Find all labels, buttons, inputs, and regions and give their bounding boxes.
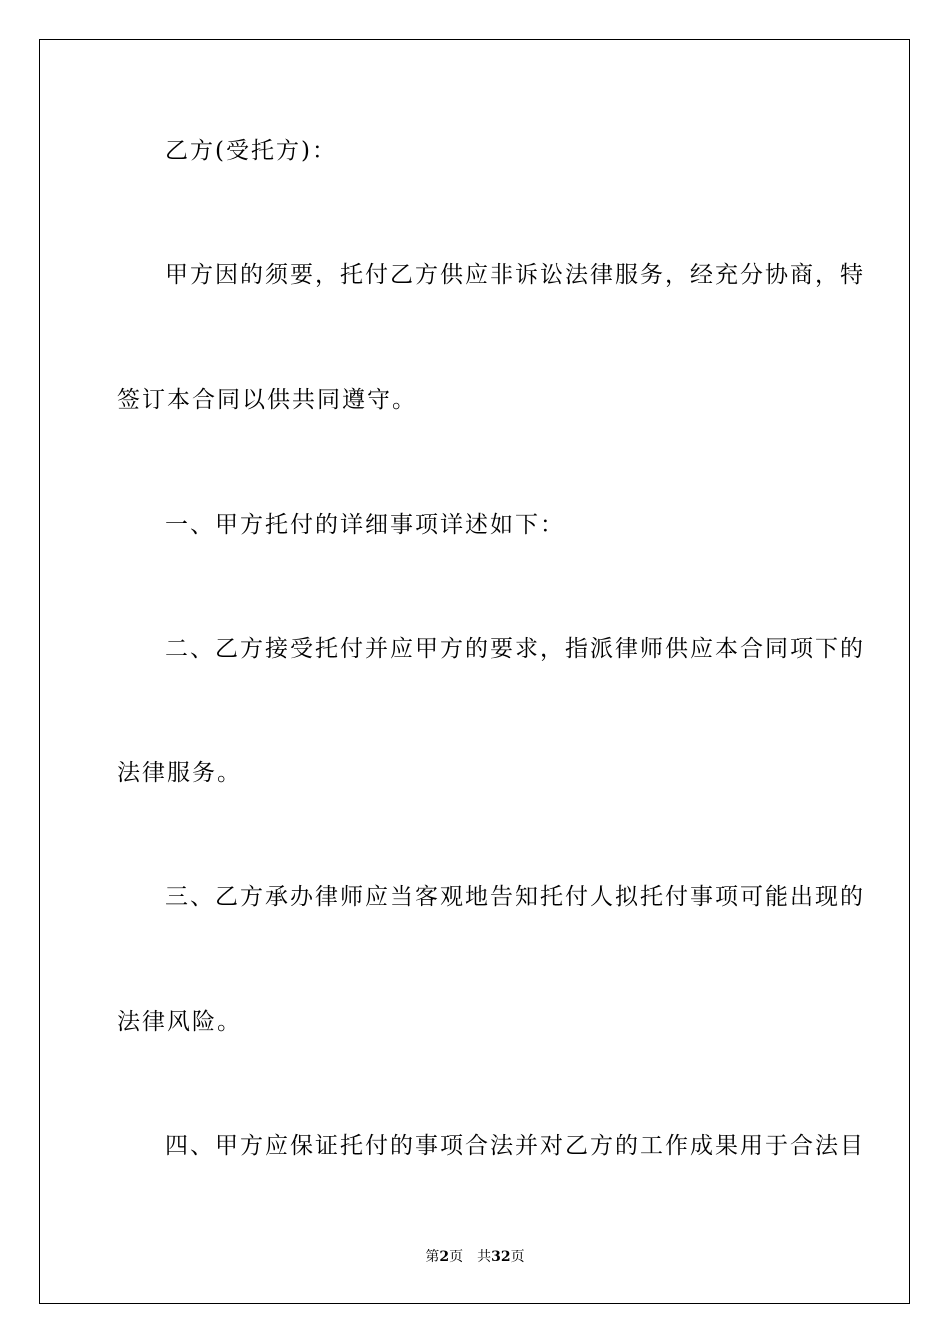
clause-3-line-2: 法律风险。 [117,1009,242,1035]
page-number: 2 [439,1249,450,1265]
clause-3-line-1: 三、乙方承办律师应当客观地告知托付人拟托付事项可能出现的 [165,884,865,910]
clause-1-line-1: 一、甲方托付的详细事项详述如下： [165,512,565,538]
total-pages: 32 [491,1249,511,1265]
paragraph-intro-line-2: 签订本合同以供共同遵守。 [117,387,417,413]
page-footer [0,1248,950,1266]
clause-4-line-1: 四、甲方应保证托付的事项合法并对乙方的工作成果用于合法目 [165,1133,865,1159]
paragraph-intro-line-1: 甲方因的须要，托付乙方供应非诉讼法律服务，经充分协商，特 [165,262,865,288]
total-prefix: 共 [477,1249,492,1265]
total-suffix: 页 [510,1249,525,1265]
page-prefix: 第 [425,1249,440,1265]
page-frame [39,39,910,1304]
clause-2-line-2: 法律服务。 [117,760,242,786]
clause-2-line-1: 二、乙方接受托付并应甲方的要求，指派律师供应本合同项下的 [165,636,865,662]
party-b-line: 乙方(受托方)： [165,138,337,164]
page-suffix: 页 [449,1249,464,1265]
